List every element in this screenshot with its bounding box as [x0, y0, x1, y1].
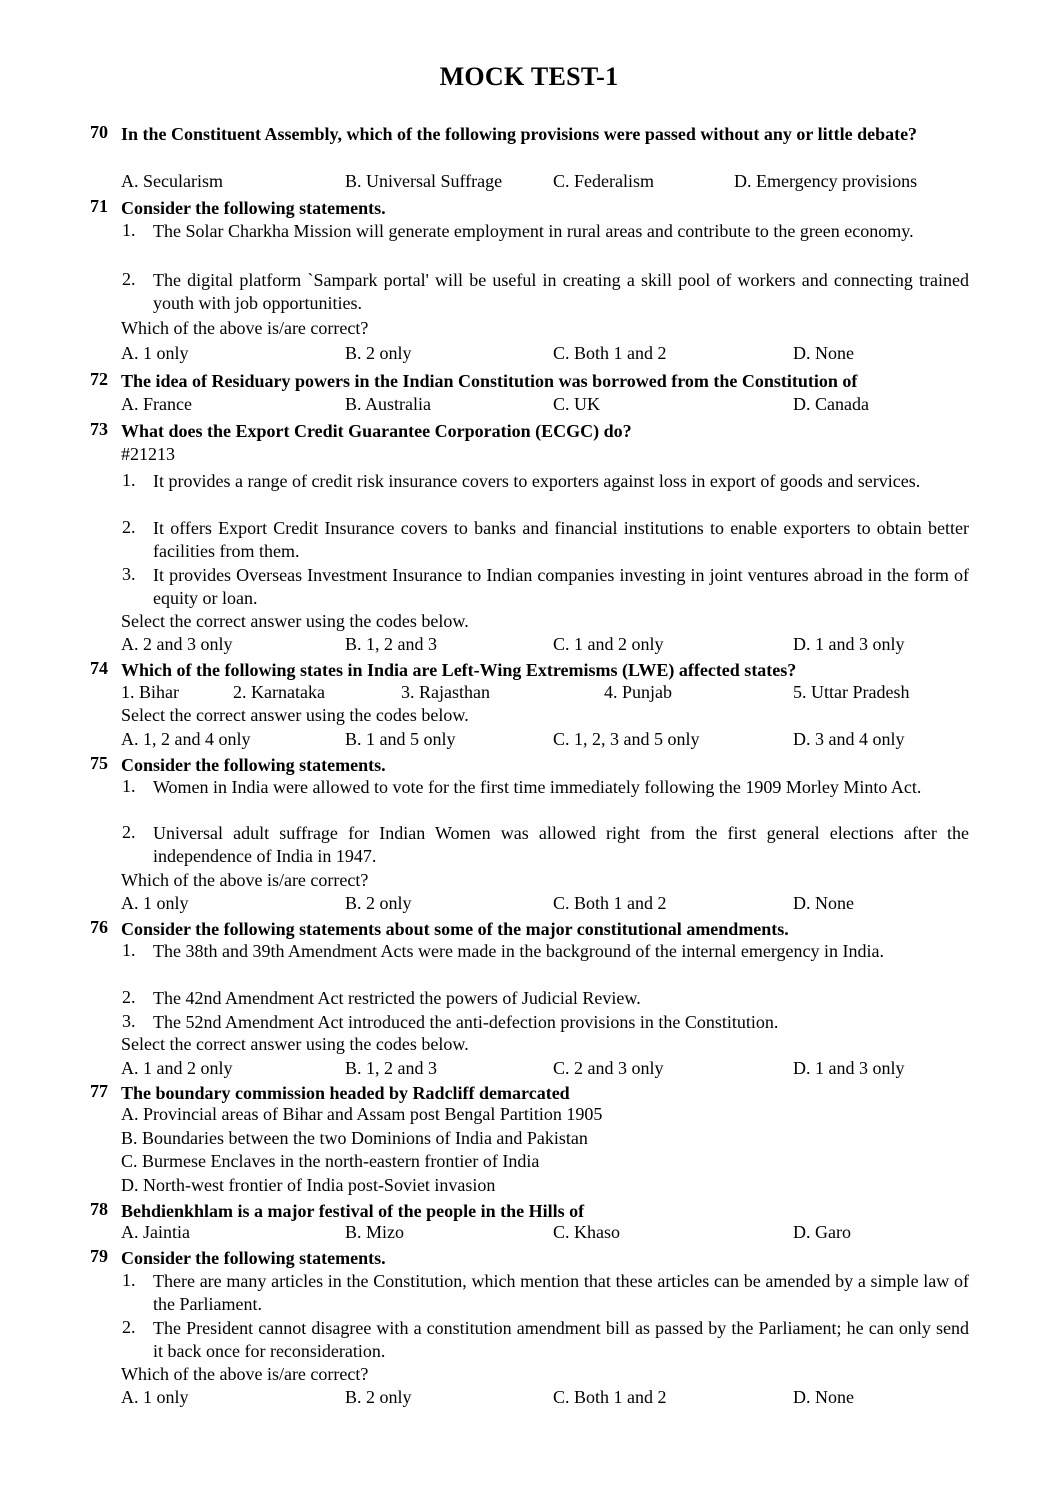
question-code: #21213 [121, 444, 175, 464]
option-a: A. Jaintia [121, 1222, 190, 1242]
option-d: D. None [793, 893, 854, 913]
question-number: 75 [90, 753, 108, 773]
option-a: A. 1 and 2 only [121, 1058, 233, 1078]
question-prompt: Select the correct answer using the codes below. [121, 705, 469, 725]
question-text: Consider the following statements. [121, 755, 386, 775]
option-a: A. France [121, 394, 192, 414]
statement-text: The 52nd Amendment Act introduced the anti-defection provisions in the Constitution. [153, 1012, 779, 1032]
statement-number: 3. [122, 1011, 136, 1031]
option-c: C. 1 and 2 only [553, 634, 664, 654]
option-d: D. 1 and 3 only [793, 1058, 905, 1078]
question-text: The idea of Residuary powers in the Indian Constitution was borrowed from the Constitution of [121, 371, 858, 391]
question-text: Consider the following statements. [121, 198, 386, 218]
statement-number: 1. [122, 220, 136, 240]
option-b: B. Universal Suffrage [345, 171, 503, 191]
question-text: Consider the following statements. [121, 1248, 386, 1268]
statement-text: The 42nd Amendment Act restricted the powers of Judicial Review. [153, 988, 641, 1008]
question-number: 79 [90, 1246, 108, 1266]
statement-text: There are many articles in the Constitution, which mention that these articles can be amended by a simple law of the Parliament. [153, 1271, 969, 1314]
question-number: 76 [90, 917, 108, 937]
option-a: A. 1 only [121, 343, 189, 363]
statement-number: 2. [122, 517, 136, 537]
statement-number: 2. [122, 822, 136, 842]
option-c: C. Federalism [553, 171, 654, 191]
option-c: C. Burmese Enclaves in the north-eastern frontier of India [121, 1151, 540, 1171]
statement-number: 2. [122, 1317, 136, 1337]
option-d: D. None [793, 343, 854, 363]
option-a: A. 1 only [121, 893, 189, 913]
page-title: MOCK TEST-1 [439, 62, 619, 91]
option-a: A. 2 and 3 only [121, 634, 233, 654]
option-c: C. 2 and 3 only [553, 1058, 664, 1078]
question-number: 70 [90, 122, 108, 142]
statement-text: The digital platform `Sampark portal' will be useful in creating a skill pool of workers and connecting trained youth with job opportunities. [153, 270, 969, 313]
question-prompt: Which of the above is/are correct? [121, 318, 369, 338]
statement-number: 2. [122, 269, 136, 289]
statement-text: The 38th and 39th Amendment Acts were made in the background of the internal emergency in India. [153, 941, 884, 961]
question-number: 73 [90, 419, 108, 439]
statement-number: 3. [122, 564, 136, 584]
option-c: C. Both 1 and 2 [553, 343, 667, 363]
option-a: A. 1, 2 and 4 only [121, 729, 251, 749]
option-c: C. Both 1 and 2 [553, 1387, 667, 1407]
option-d: D. None [793, 1387, 854, 1407]
option-b: B. Australia [345, 394, 431, 414]
option-d: D. Emergency provisions [734, 171, 918, 191]
question-prompt: Which of the above is/are correct? [121, 870, 369, 890]
option-a: A. Provincial areas of Bihar and Assam post Bengal Partition 1905 [121, 1104, 603, 1124]
option-d: D. Canada [793, 394, 869, 414]
question-prompt: Select the correct answer using the codes below. [121, 1034, 469, 1054]
option-c: C. UK [553, 394, 601, 414]
state-item: 2. Karnataka [233, 682, 325, 702]
option-b: B. Mizo [345, 1222, 405, 1242]
question-number: 78 [90, 1199, 108, 1219]
option-a: A. 1 only [121, 1387, 189, 1407]
question-number: 77 [90, 1081, 108, 1101]
option-b: B. Boundaries between the two Dominions of India and Pakistan [121, 1128, 588, 1148]
statement-text: Women in India were allowed to vote for the first time immediately following the 1909 Morley Minto Act. [153, 777, 922, 797]
option-c: C. Both 1 and 2 [553, 893, 667, 913]
state-item: 5. Uttar Pradesh [793, 682, 910, 702]
option-c: C. Khaso [553, 1222, 620, 1242]
statement-number: 1. [122, 470, 136, 490]
question-prompt: Select the correct answer using the codes below. [121, 611, 469, 631]
option-c: C. 1, 2, 3 and 5 only [553, 729, 700, 749]
question-text: Behdienkhlam is a major festival of the people in the Hills of [121, 1201, 585, 1221]
statement-number: 1. [122, 776, 136, 796]
statement-text: The Solar Charkha Mission will generate employment in rural areas and contribute to the green economy. [153, 221, 914, 241]
question-number: 71 [90, 196, 108, 216]
question-text: Which of the following states in India are Left-Wing Extremisms (LWE) affected states? [121, 660, 797, 680]
question-number: 72 [90, 369, 108, 389]
statement-text: The President cannot disagree with a constitution amendment bill as passed by the Parliament; he can only send it back once for reconsideration. [153, 1318, 969, 1361]
state-item: 3. Rajasthan [401, 682, 490, 702]
statement-text: It offers Export Credit Insurance covers to banks and financial institutions to enable exporters to obtain better facilities from them. [153, 518, 969, 561]
state-item: 1. Bihar [121, 682, 179, 702]
option-d: D. Garo [793, 1222, 851, 1242]
statement-number: 1. [122, 1270, 136, 1290]
state-item: 4. Punjab [604, 682, 673, 702]
statement-number: 1. [122, 940, 136, 960]
option-d: D. North-west frontier of India post-Soviet invasion [121, 1175, 496, 1195]
statement-text: It provides Overseas Investment Insurance to Indian companies investing in joint ventures abroad in the form of equity or loan. [153, 565, 969, 608]
statement-text: Universal adult suffrage for Indian Women was allowed right from the first general elections after the independence of India in 1947. [153, 823, 969, 866]
option-d: D. 1 and 3 only [793, 634, 905, 654]
option-b: B. 1 and 5 only [345, 729, 456, 749]
option-b: B. 2 only [345, 893, 412, 913]
question-text: Consider the following statements about some of the major constitutional amendments. [121, 919, 789, 939]
option-b: B. 1, 2 and 3 [345, 634, 437, 654]
option-d: D. 3 and 4 only [793, 729, 905, 749]
option-b: B. 2 only [345, 343, 412, 363]
option-b: B. 2 only [345, 1387, 412, 1407]
option-a: A. Secularism [121, 171, 223, 191]
statement-number: 2. [122, 987, 136, 1007]
statement-text: It provides a range of credit risk insurance covers to exporters against loss in export of goods and services. [153, 471, 921, 491]
question-text: In the Constituent Assembly, which of the following provisions were passed without any or little debate? [121, 124, 918, 144]
question-text: The boundary commission headed by Radcliff demarcated [121, 1083, 570, 1103]
question-number: 74 [90, 658, 108, 678]
question-text: What does the Export Credit Guarantee Corporation (ECGC) do? [121, 421, 632, 441]
question-prompt: Which of the above is/are correct? [121, 1364, 369, 1384]
option-b: B. 1, 2 and 3 [345, 1058, 437, 1078]
